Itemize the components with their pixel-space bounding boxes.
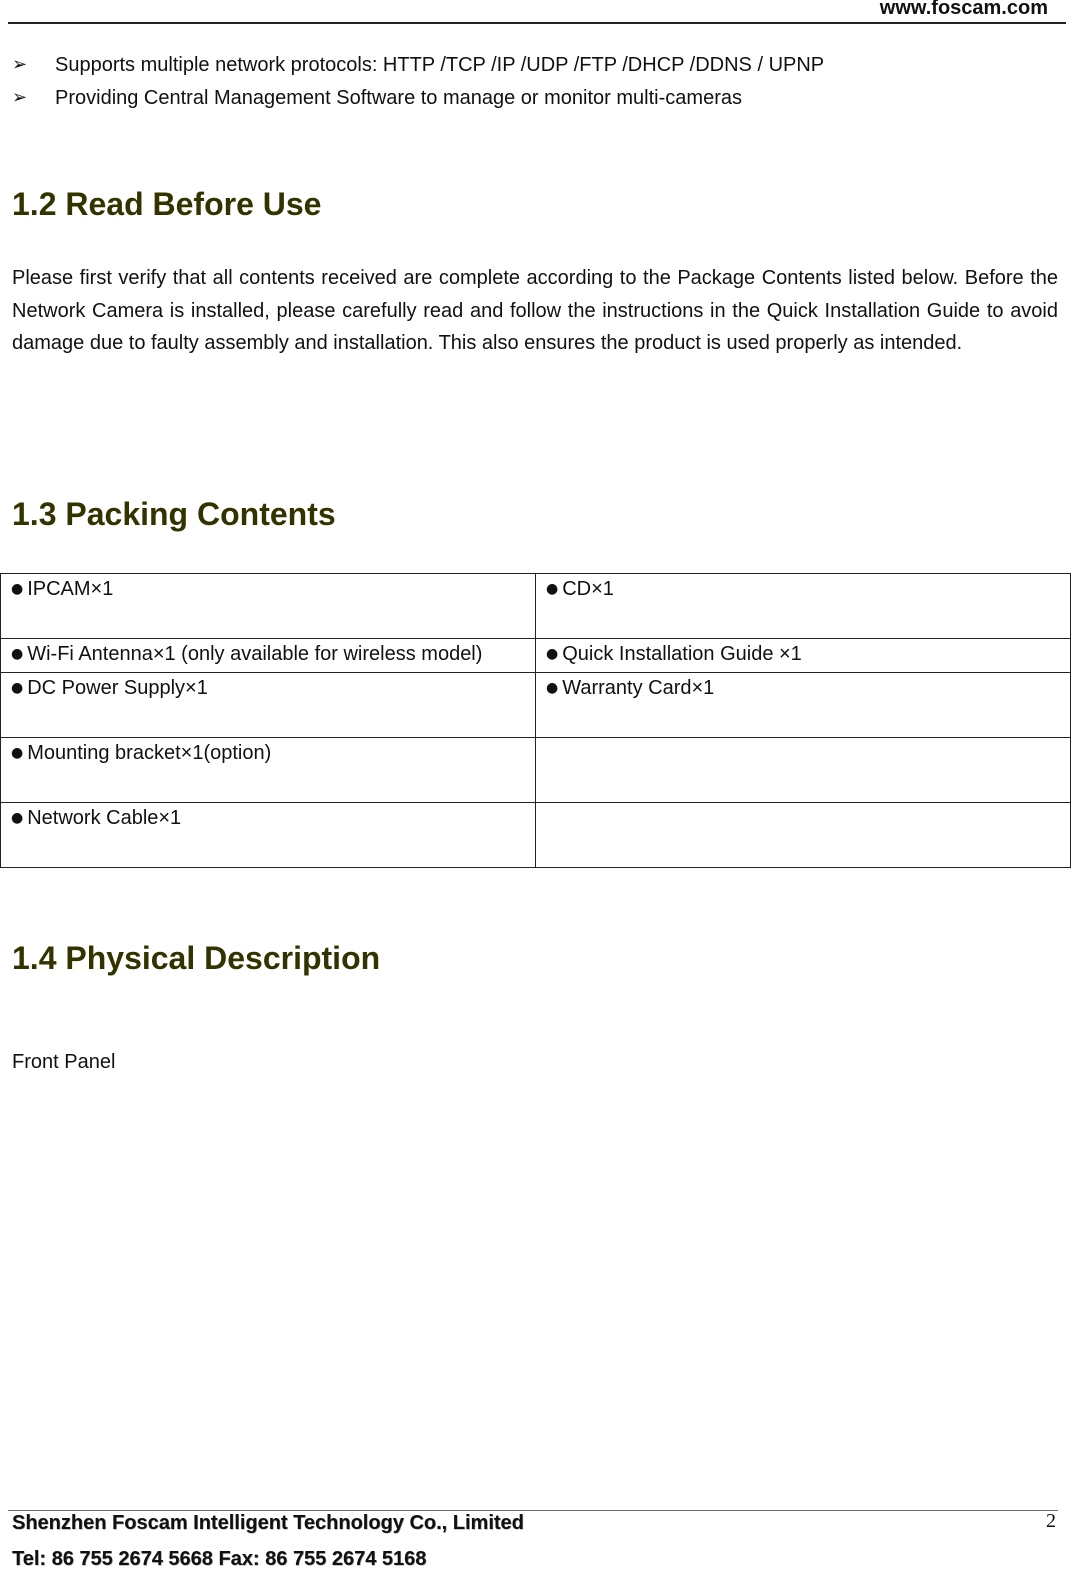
bullet-dot-icon: ● [11, 810, 24, 826]
bullet-dot-icon: ● [11, 745, 24, 761]
item-text: Wi-Fi Antenna×1 (only available for wireless model) [27, 643, 483, 665]
front-panel-label: Front Panel [12, 1051, 116, 1073]
feature-item [12, 86, 742, 110]
header-rule [8, 22, 1066, 24]
bullet-dot-icon: ● [546, 646, 559, 662]
footer-contact: Tel: 86 755 2674 5668 Fax: 86 755 2674 5168 [12, 1548, 427, 1570]
bullet-dot-icon: ● [546, 581, 559, 597]
footer-rule [8, 1510, 1058, 1511]
item-text: CD×1 [562, 578, 614, 600]
table-row [1, 803, 1071, 868]
table-cell [1, 738, 536, 803]
item-text: Network Cable×1 [27, 807, 182, 829]
page-number: 2 [1046, 1510, 1056, 1532]
table-row [1, 673, 1071, 738]
bullet-dot-icon: ● [11, 646, 24, 662]
table-cell-empty [536, 803, 1071, 868]
table-cell [536, 673, 1071, 738]
table-row [1, 639, 1071, 673]
item-text: Mounting bracket×1(option) [27, 742, 272, 764]
item-text: Quick Installation Guide ×1 [562, 643, 802, 665]
table-cell [1, 574, 536, 639]
read-before-use-paragraph: Please first verify that all contents received are complete according to the Package Contents listed below. Before the Network Camera is installed, please carefully read and follow the instructions in the Quick Installation Guide to avoid damage due to faulty assembly and installation. This also ensures the product is used properly as intended. [12, 267, 1058, 354]
table-cell [1, 639, 536, 673]
bullet-dot-icon: ● [11, 581, 24, 597]
table-cell [1, 803, 536, 868]
table-cell-empty [536, 738, 1071, 803]
bullet-dot-icon: ● [546, 680, 559, 696]
header-url: www.foscam.com [879, 0, 1048, 19]
table-cell [536, 639, 1071, 673]
feature-text: Providing Central Management Software to manage or monitor multi-cameras [55, 87, 742, 109]
packing-contents-table [0, 573, 1071, 868]
feature-text: Supports multiple network protocols: HTTP /TCP /IP /UDP /FTP /DHCP /DDNS / UPNP [55, 54, 825, 76]
table-row [1, 738, 1071, 803]
table-cell [536, 574, 1071, 639]
feature-item [12, 53, 824, 77]
item-text: DC Power Supply×1 [27, 677, 208, 699]
item-text: IPCAM×1 [27, 578, 114, 600]
bullet-dot-icon: ● [11, 680, 24, 696]
section-heading-physical-description: 1.4 Physical Description [12, 940, 381, 976]
item-text: Warranty Card×1 [562, 677, 715, 699]
section-heading-packing-contents: 1.3 Packing Contents [12, 496, 336, 532]
table-cell [1, 673, 536, 738]
arrow-bullet-icon: ➢ [12, 87, 28, 108]
table-row [1, 574, 1071, 639]
arrow-bullet-icon: ➢ [12, 54, 28, 75]
footer-company: Shenzhen Foscam Intelligent Technology Co., Limited [12, 1512, 524, 1534]
section-heading-read-before-use: 1.2 Read Before Use [12, 186, 322, 222]
